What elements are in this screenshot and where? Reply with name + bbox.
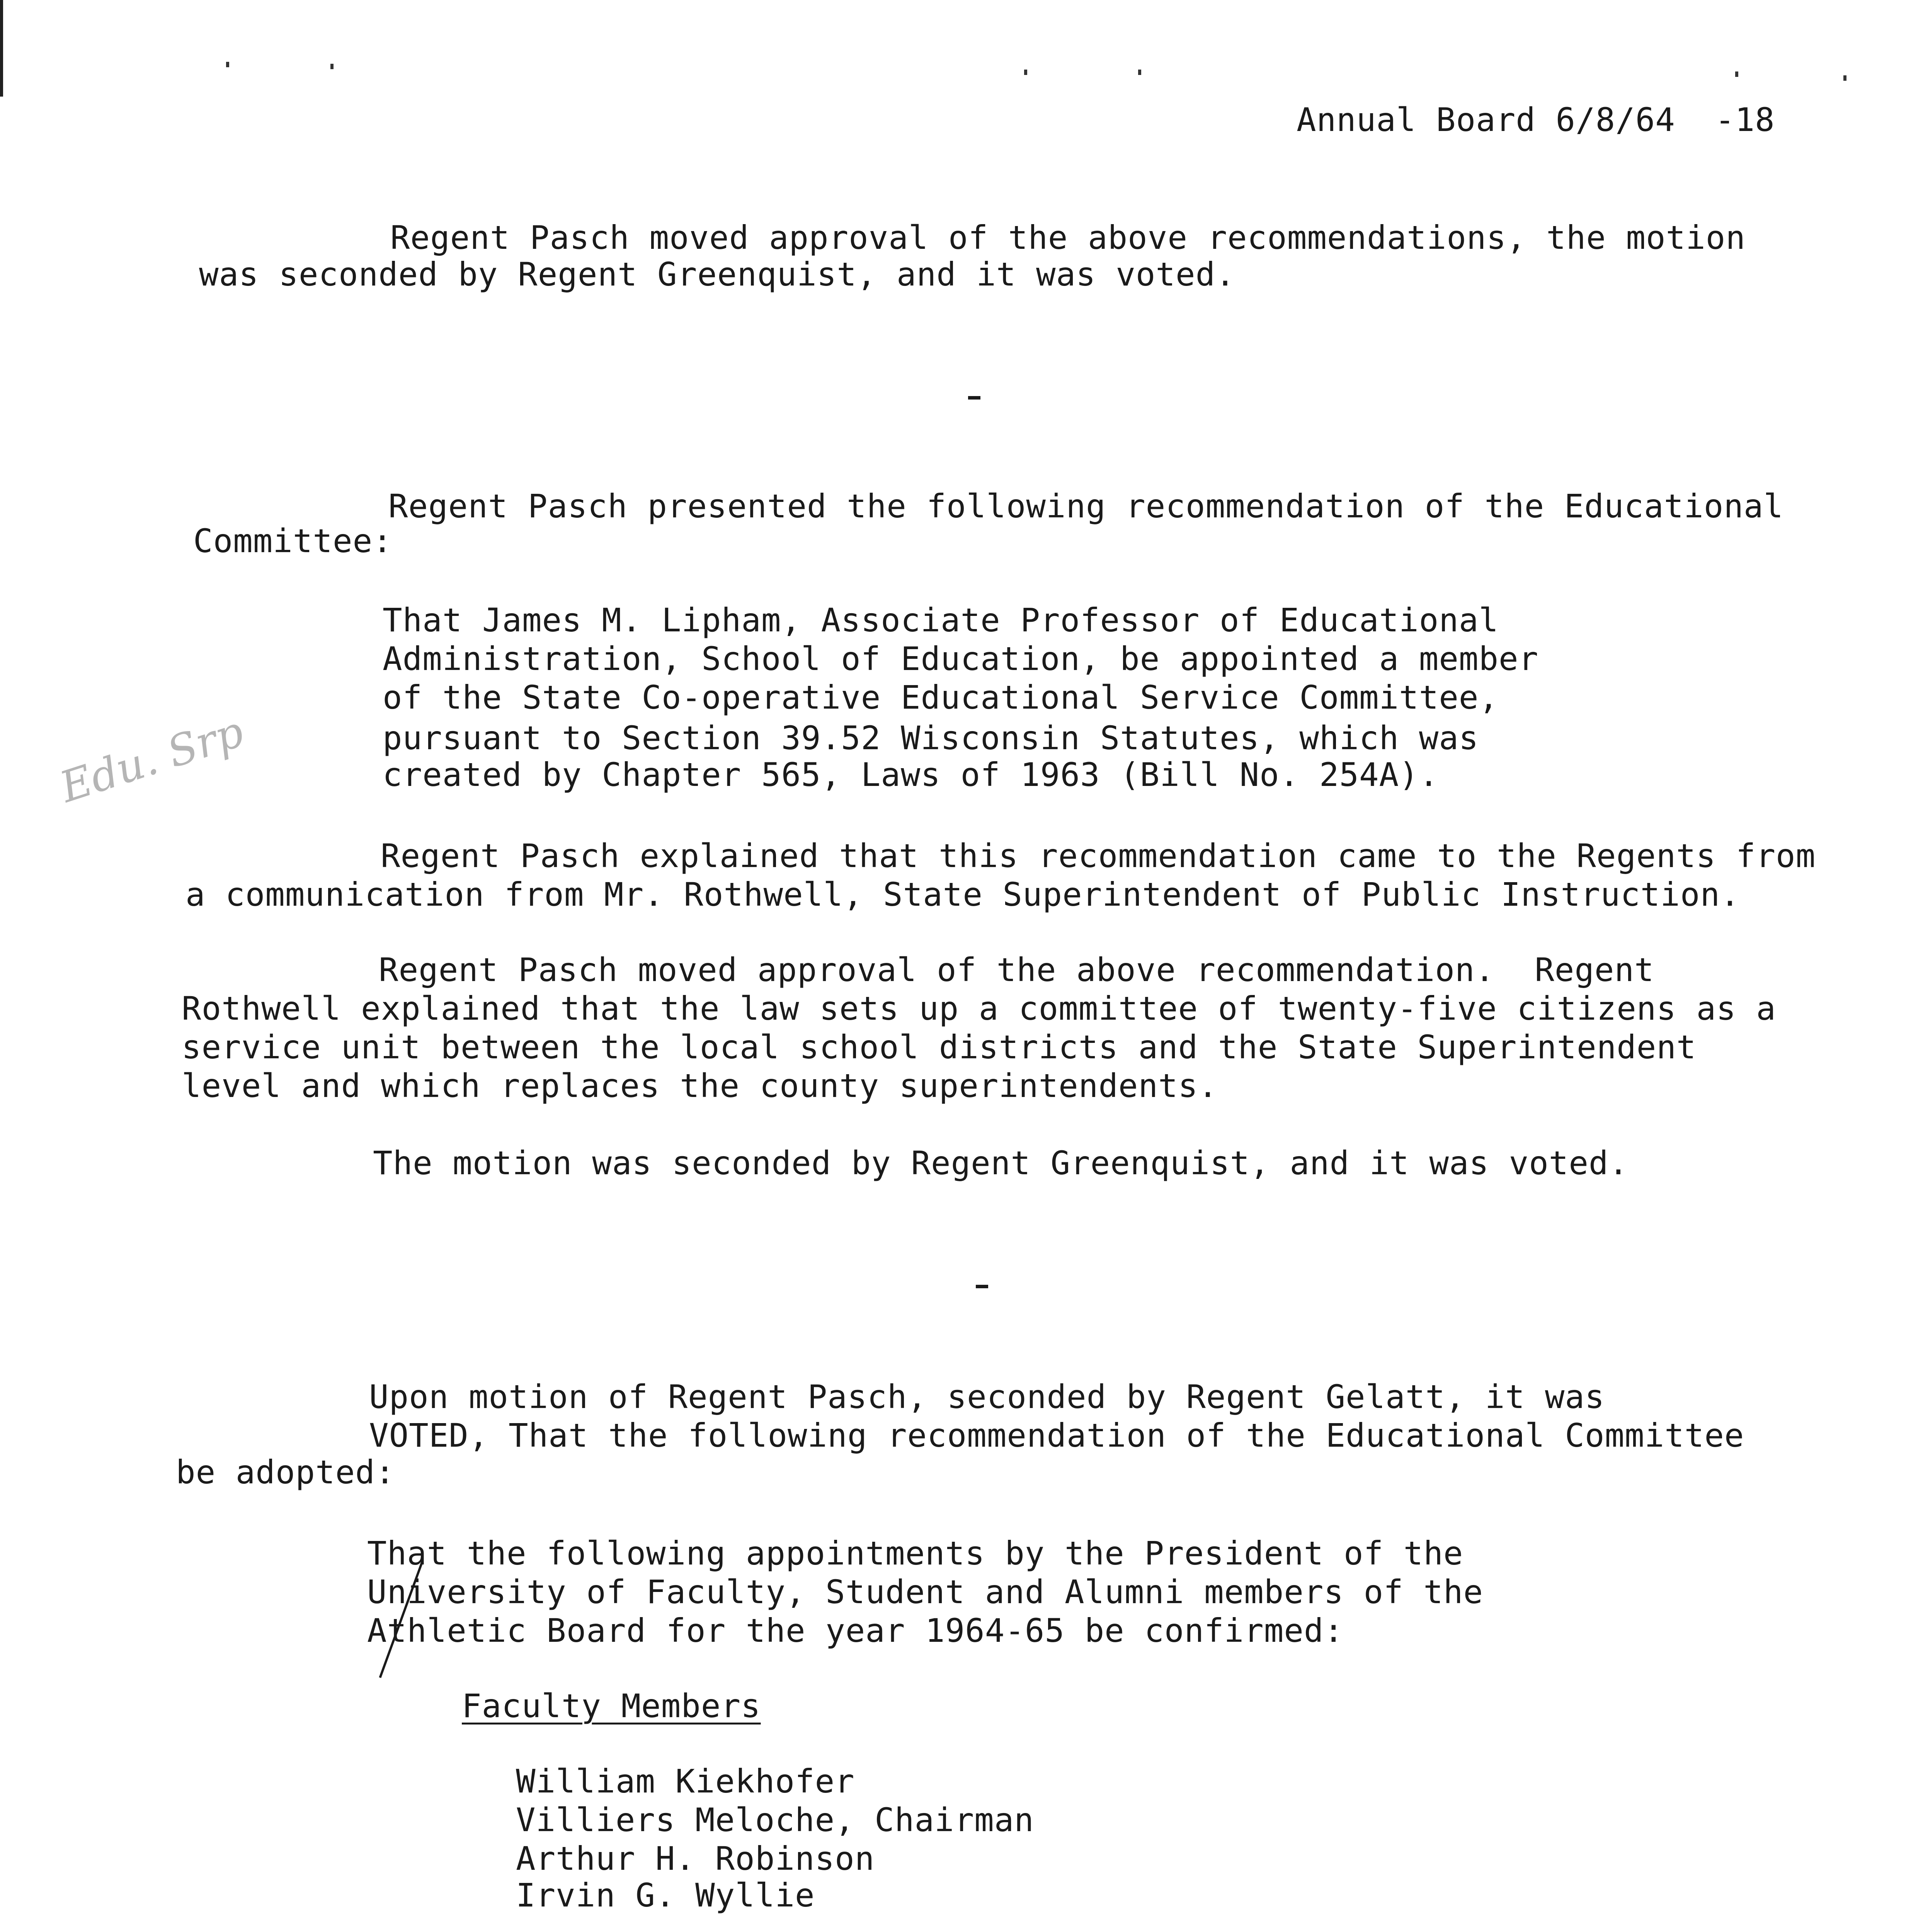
scan-speck (330, 64, 334, 69)
section-separator (976, 1285, 988, 1288)
paragraph-line: Regent Pasch moved approval of the above recommendations, the motion (390, 219, 1746, 257)
section-heading-faculty: Faculty Members (462, 1687, 761, 1725)
page-header: Annual Board 6/8/64 -18 (1297, 101, 1775, 139)
faculty-member-name: Arthur H. Robinson (516, 1840, 875, 1878)
paragraph-line: level and which replaces the county superintendents. (182, 1067, 1218, 1105)
scan-speck (1843, 75, 1846, 81)
paragraph-line: Regent Pasch explained that this recommendation came to the Regents from (381, 837, 1816, 875)
paragraph-line: pursuant to Section 39.52 Wisconsin Statutes, which was (383, 719, 1479, 757)
scan-speck (1735, 71, 1738, 77)
paragraph-line: service unit between the local school districts and the State Superintendent (182, 1028, 1697, 1066)
paragraph-line: Upon motion of Regent Pasch, seconded by Regent Gelatt, it was (369, 1378, 1605, 1416)
paragraph-line: Regent Pasch presented the following recommendation of the Educational (388, 487, 1784, 525)
paragraph-line: Athletic Board for the year 1964-65 be confirmed: (367, 1612, 1344, 1650)
paragraph-line: VOTED, That the following recommendation of the Educational Committee (369, 1417, 1744, 1454)
paragraph-line: of the State Co-operative Educational Service Committee, (383, 679, 1499, 716)
paragraph-line: The motion was seconded by Regent Greenquist, and it was voted. (373, 1144, 1629, 1182)
paragraph-line: was seconded by Regent Greenquist, and it was voted. (199, 255, 1235, 293)
paragraph-line: be adopted: (176, 1453, 395, 1491)
scan-speck (1024, 70, 1027, 75)
paragraph-line: That James M. Lipham, Associate Professor of Educational (383, 601, 1499, 639)
faculty-member-name: William Kiekhofer (516, 1762, 855, 1800)
faculty-member-name: Irvin G. Wyllie (516, 1876, 815, 1914)
paragraph-line: a communication from Mr. Rothwell, State Superintendent of Public Instruction. (185, 876, 1740, 913)
scan-speck (226, 62, 229, 67)
scan-edge-line (0, 0, 3, 97)
paragraph-line: Regent Pasch moved approval of the above recommendation. Regent (379, 951, 1654, 989)
paragraph-line: Committee: (193, 522, 393, 560)
paragraph-line: created by Chapter 565, Laws of 1963 (Bill No. 254A). (383, 756, 1439, 794)
section-separator (968, 396, 980, 400)
handwritten-marginalia: Edu. Srp (54, 706, 250, 812)
faculty-member-name: Villiers Meloche, Chairman (516, 1801, 1034, 1839)
scan-speck (1138, 70, 1141, 75)
paragraph-line: Administration, School of Education, be appointed a member (383, 640, 1539, 678)
paragraph-line: Rothwell explained that the law sets up a committee of twenty-five citizens as a (182, 990, 1776, 1027)
paragraph-line: University of Faculty, Student and Alumni members of the (367, 1573, 1484, 1611)
paragraph-line: That the following appointments by the President of the (367, 1534, 1464, 1572)
